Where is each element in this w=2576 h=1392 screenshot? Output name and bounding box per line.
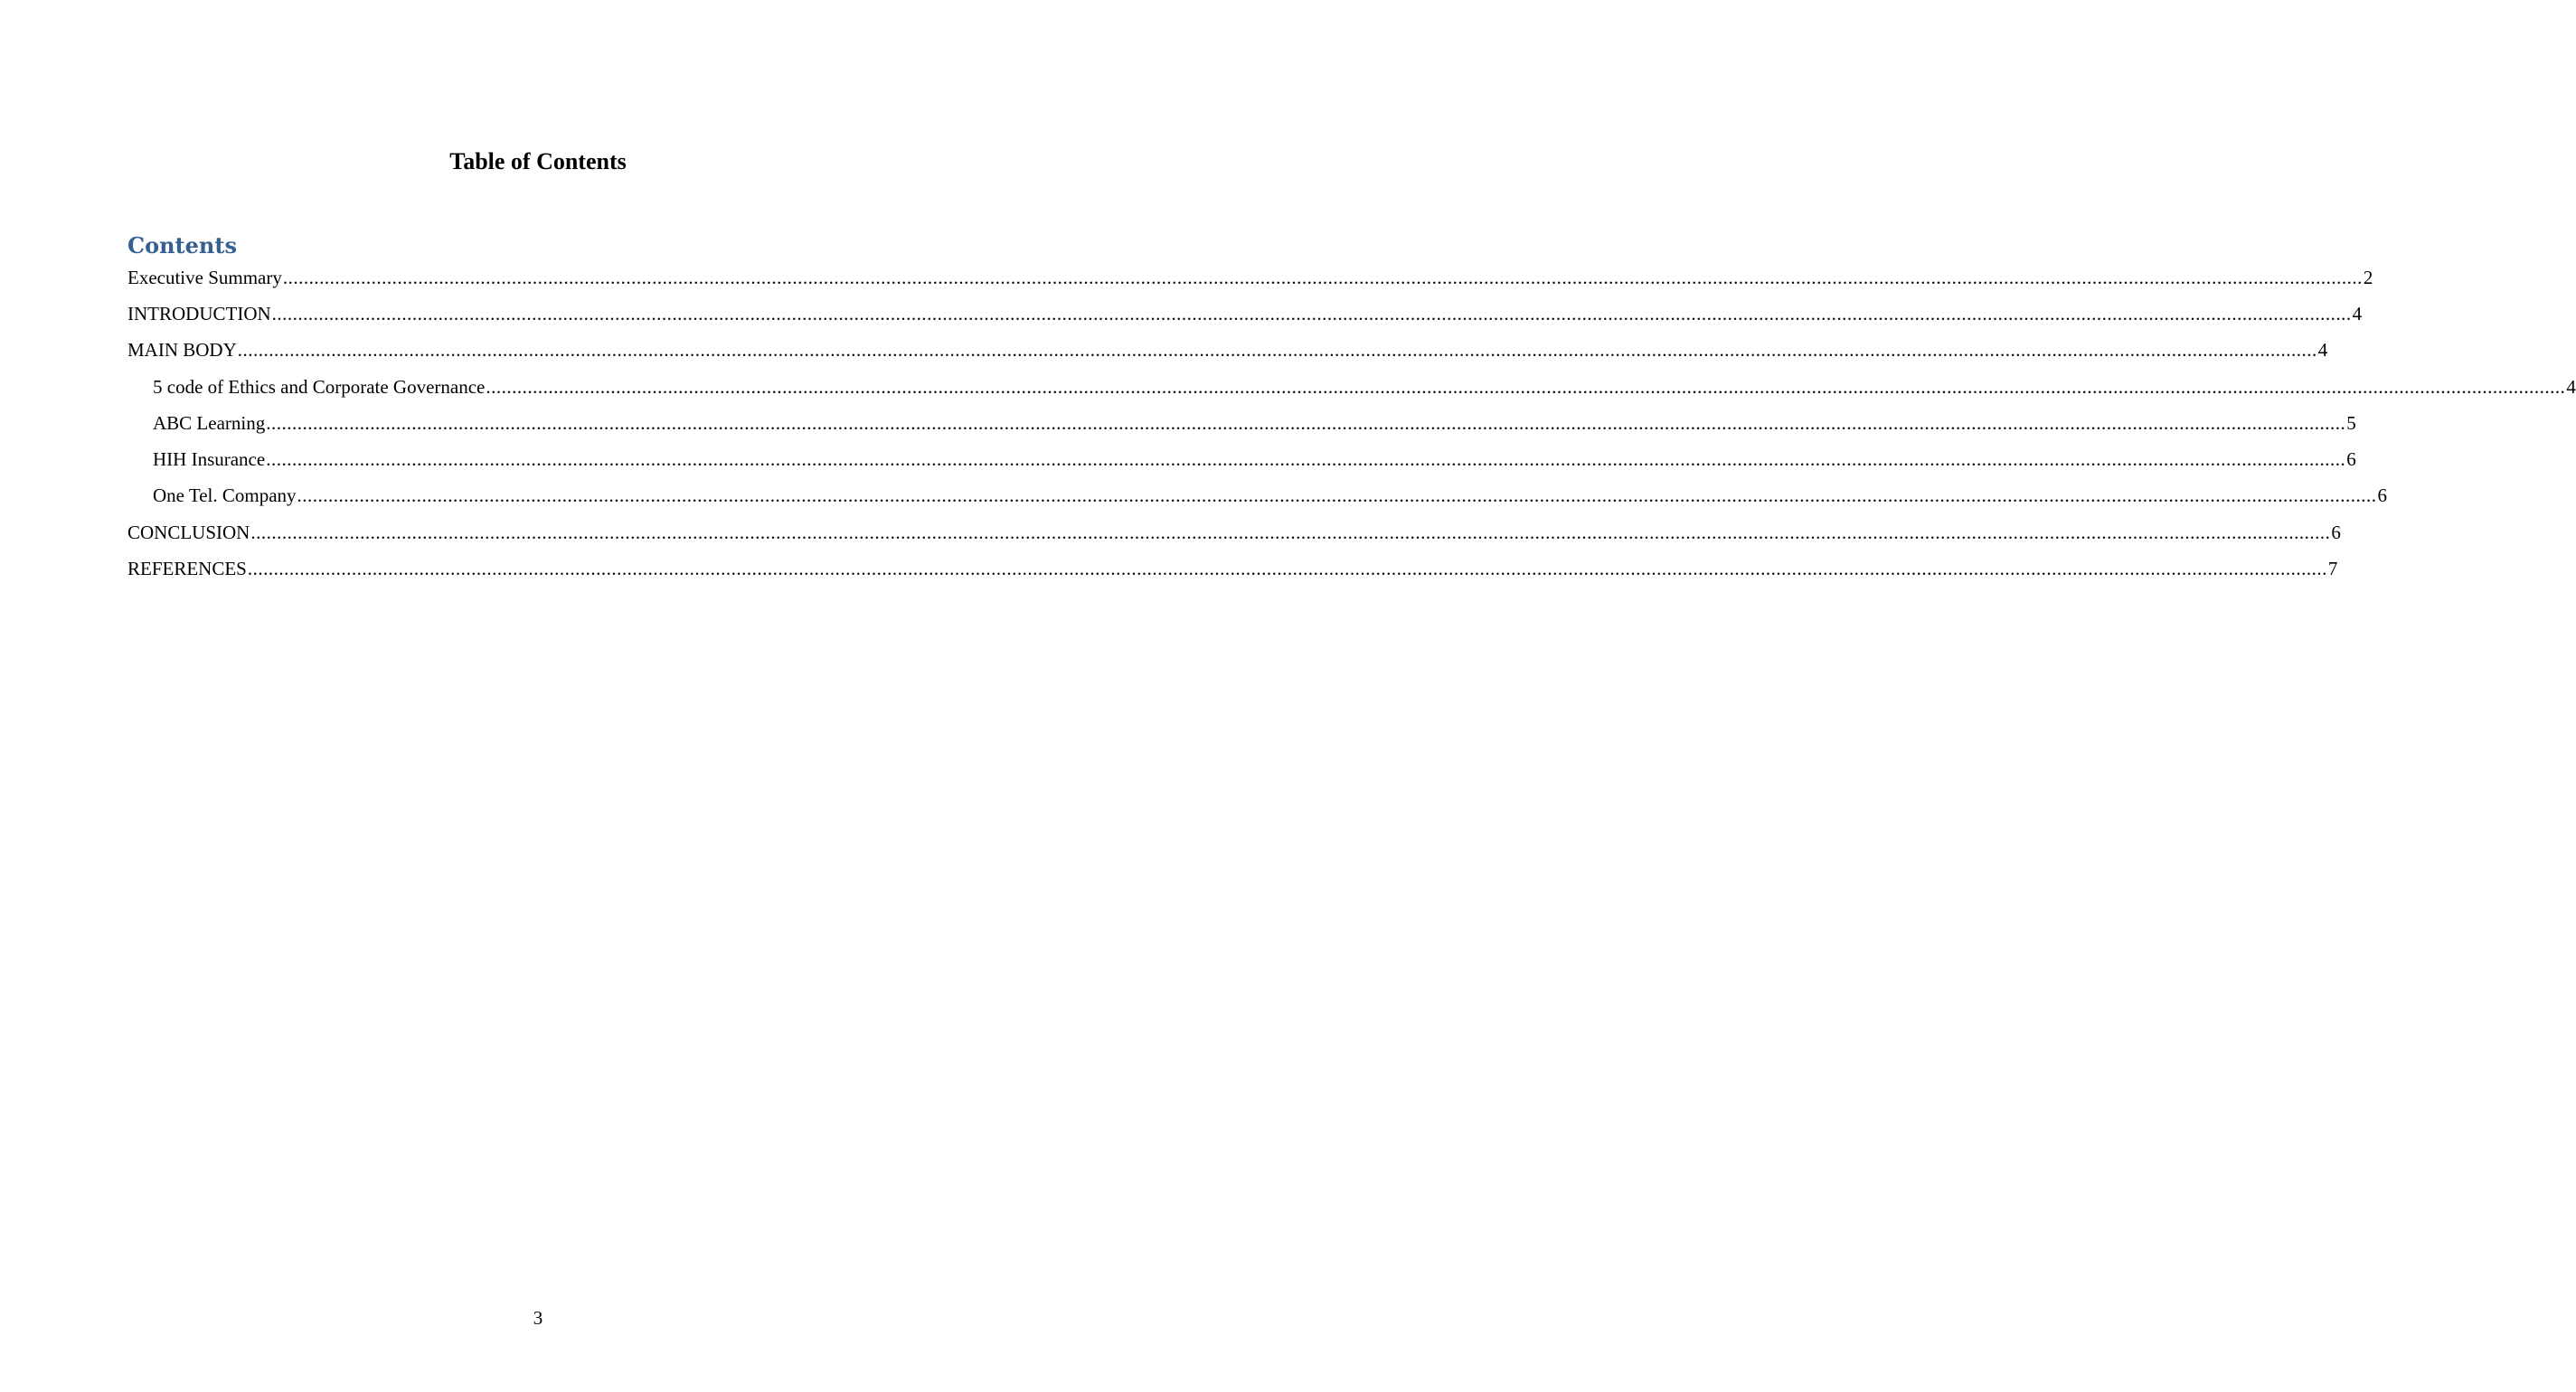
dot-leader: ................................................................................................................................................................................................................................................................................................................................................................................................................ [247, 558, 2327, 579]
dot-leader: ................................................................................................................................................................................................................................................................................................................................................................................................................ [250, 522, 2331, 543]
toc-entry-references[interactable] [127, 555, 2338, 582]
toc-entry-page: 7 [2327, 558, 2338, 579]
dot-leader: ................................................................................................................................................................................................................................................................................................................................................................................................................ [282, 267, 2363, 288]
toc-entry-conclusion[interactable] [127, 519, 2341, 546]
dot-leader: ................................................................................................................................................................................................................................................................................................................................................................................................................ [271, 303, 2352, 324]
toc-entry-label: ABC Learning [153, 412, 266, 434]
toc-entry-label: REFERENCES [127, 558, 247, 579]
dot-leader: ................................................................................................................................................................................................................................................................................................................................................................................................................ [266, 412, 2346, 434]
toc-entry-one-tel-company[interactable] [153, 482, 2388, 509]
toc-entry-page: 6 [2377, 484, 2388, 506]
page-number: 3 [533, 1307, 543, 1329]
toc-entry-page: 4 [2566, 376, 2576, 398]
toc-entry-page: 4 [2352, 303, 2363, 324]
toc-entry-label: 5 code of Ethics and Corporate Governance [153, 376, 486, 398]
dot-leader: ................................................................................................................................................................................................................................................................................................................................................................................................................ [486, 376, 2566, 398]
toc-entry-page: 6 [2346, 448, 2356, 470]
toc-entry-introduction[interactable] [127, 300, 2363, 327]
toc-entry-code-of-ethics[interactable] [153, 373, 2576, 400]
toc-heading: Contents [127, 232, 237, 259]
toc-entry-label: INTRODUCTION [127, 303, 271, 324]
toc-entry-label: One Tel. Company [153, 484, 297, 506]
toc-entry-page: 4 [2317, 339, 2328, 361]
toc-entry-label: HIH Insurance [153, 448, 266, 470]
toc-entry-page: 2 [2363, 267, 2373, 288]
toc-entry-main-body[interactable] [127, 336, 2328, 363]
toc-entry-page: 6 [2331, 522, 2341, 543]
page-title: Table of Contents [449, 148, 627, 174]
toc-entry-label: Executive Summary [127, 267, 282, 288]
dot-leader: ................................................................................................................................................................................................................................................................................................................................................................................................................ [297, 484, 2377, 506]
toc-entry-hih-insurance[interactable] [153, 446, 2356, 473]
toc-entry-label: CONCLUSION [127, 522, 250, 543]
dot-leader: ................................................................................................................................................................................................................................................................................................................................................................................................................ [266, 448, 2346, 470]
toc-entry-abc-learning[interactable] [153, 409, 2356, 437]
toc-entry-executive-summary[interactable] [127, 264, 2373, 291]
dot-leader: ................................................................................................................................................................................................................................................................................................................................................................................................................ [237, 339, 2317, 361]
toc-entry-label: MAIN BODY [127, 339, 237, 361]
toc-entry-page: 5 [2346, 412, 2356, 434]
